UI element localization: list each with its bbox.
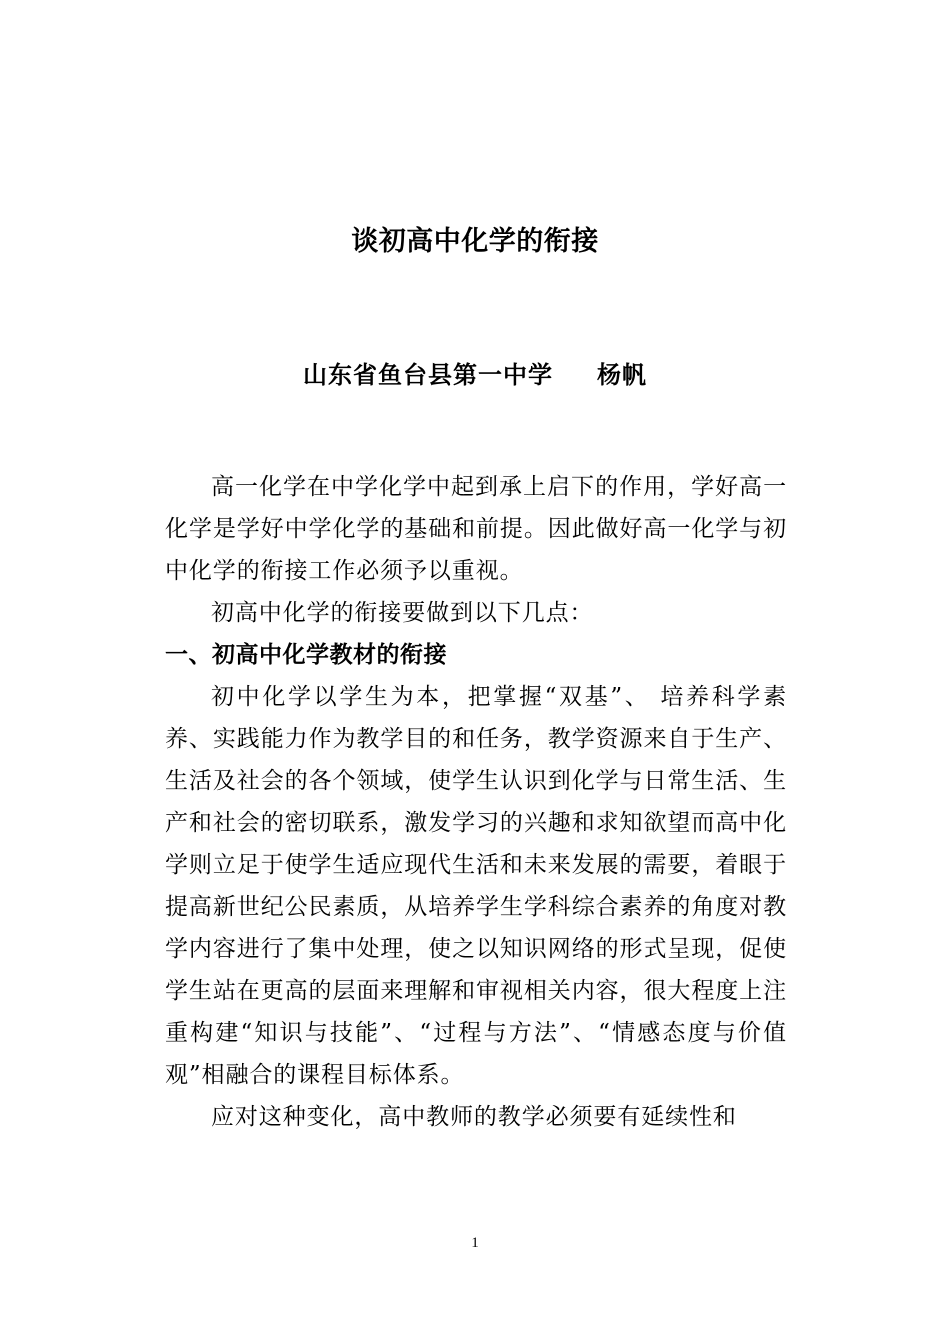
section-heading: 一、初高中化学教材的衔接 [165, 642, 447, 668]
document-body [165, 466, 787, 1138]
document-title: 谈初高中化学的衔接 [351, 226, 599, 257]
page-number: 1 [471, 1235, 479, 1251]
author-line [0, 357, 950, 393]
section-paragraph: 应对这种变化，高中教师的教学必须要有延续性和 [211, 1104, 737, 1130]
intro-paragraph: 初高中化学的衔接要做到以下几点： [211, 600, 594, 626]
author-name: 杨帆 [597, 360, 647, 389]
section-paragraph: 初中化学以学生为本，把掌握“双基”、 培养科学素养、实践能力作为教学目的和任务，教学资源来自于生产、生活及社会的各个领域，使学生认识到化学与日常生活、生产和社会的密切联系，激发学习的兴趣和求知欲望而高中化学则立足于使学生适应现代生活和未来发展的需要，着眼于提高新世纪公民素质，从培养学生学科综合素养的角度对教学内容进行了集中处理，使之以知识网络的形式呈现，促使学生站在更高的层面来理解和审视相关内容，很大程度上注重构建“知识与技能”、“过程与方法”、“情感态度与价值观”相融合的课程目标体系。 [165, 684, 787, 1088]
author-school: 山东省鱼台县第一中学 [303, 360, 553, 389]
intro-paragraph: 高一化学在中学化学中起到承上启下的作用，学好高一化学是学好中学化学的基础和前提。因此做好高一化学与初中化学的衔接工作必须予以重视。 [165, 474, 787, 584]
